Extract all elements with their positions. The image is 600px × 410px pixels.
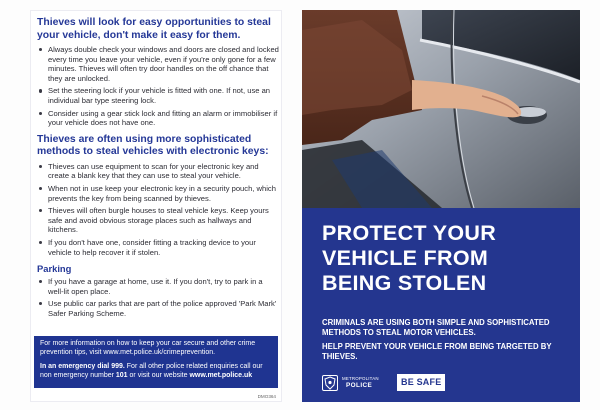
headline bbox=[322, 221, 572, 296]
list-item bbox=[37, 162, 279, 181]
info-crime-prevention: For more information on how to keep your car secure and other crime prevention tips, visit www.met.police.uk/crimeprevention. bbox=[40, 340, 256, 356]
info-box bbox=[34, 336, 278, 388]
help-prevent-text: HELP PREVENT YOUR VEHICLE FROM BEING TARGETED BY THIEVES. bbox=[322, 342, 552, 361]
bullet-icon bbox=[39, 89, 42, 92]
bullet-text: Set the steering lock if your vehicle is fitted with one. If not, use an individual bar type steering lock. bbox=[48, 86, 271, 105]
bullet-icon bbox=[39, 280, 42, 283]
section-title-easy-opportunities: Thieves will look for easy opportunities to steal your vehicle, don't make it easy for them. bbox=[37, 17, 271, 41]
document-code: DMO364 bbox=[257, 394, 276, 399]
list-item bbox=[37, 86, 279, 105]
bullet-list-parking bbox=[37, 277, 279, 318]
list-item bbox=[37, 206, 279, 235]
leaflet-cover-panel bbox=[302, 10, 580, 402]
met-logo-bottom-text: POLICE bbox=[346, 382, 373, 389]
list-item bbox=[37, 184, 279, 203]
section-title-electronic-keys: Thieves are often using more sophisticated methods to steal vehicles with electronic keys: bbox=[37, 133, 269, 158]
website-link[interactable]: www.met.police.uk bbox=[189, 371, 253, 379]
met-logo-top-text: METROPOLITAN bbox=[342, 376, 379, 381]
section-title-parking: Parking bbox=[37, 263, 72, 275]
police-crest-icon bbox=[322, 375, 338, 391]
info-emergency bbox=[40, 363, 272, 380]
enquiries-text: For all other police related enquiries call our non emergency number bbox=[40, 363, 263, 379]
headline-line-1: PROTECT YOUR bbox=[322, 221, 497, 245]
leaflet-back-panel bbox=[30, 10, 282, 402]
be-safe-logo: BE SAFE bbox=[397, 374, 445, 391]
metropolitan-police-logo bbox=[322, 374, 382, 392]
bullet-icon bbox=[39, 187, 42, 190]
bullet-text: Use public car parks that are part of the police approved 'Park Mark' Safer Parking Scheme. bbox=[48, 299, 277, 318]
leaflet-text-column bbox=[37, 15, 279, 318]
bullet-text: Thieves can use equipment to scan for your electronic key and create a blank key that they can use to steal your vehicle. bbox=[48, 161, 259, 181]
car-door-photo bbox=[302, 10, 580, 208]
bullet-icon bbox=[39, 48, 42, 51]
emergency-bold-text: In an emergency dial 999. bbox=[40, 363, 125, 371]
list-item bbox=[37, 299, 279, 318]
list-item bbox=[37, 277, 279, 296]
list-item bbox=[37, 45, 279, 83]
bullet-icon bbox=[39, 209, 42, 212]
bullet-text: If you have a garage at home, use it. If you don't, try to park in a well-lit open place. bbox=[48, 277, 263, 296]
bullet-text: Thieves will often burgle houses to steal vehicle keys. Keep yours safe and avoid obvious storage places such as hallways and kitchens. bbox=[48, 206, 269, 235]
list-item bbox=[37, 109, 279, 128]
bullet-icon bbox=[39, 165, 42, 168]
bullet-icon bbox=[39, 241, 42, 244]
bullet-text: When not in use keep your electronic key in a security pouch, which prevents the key from being scanned by thieves. bbox=[48, 183, 276, 203]
visit-text: or visit our website bbox=[127, 371, 190, 379]
logo-row bbox=[322, 372, 572, 394]
bullet-icon bbox=[39, 302, 42, 305]
criminals-methods-text: CRIMINALS ARE USING BOTH SIMPLE AND SOPHISTICATED METHODS TO STEAL MOTOR VEHICLES. bbox=[322, 318, 550, 337]
bullet-list-electronic-keys bbox=[37, 162, 279, 257]
bullet-text: Consider using a gear stick lock and fitting an alarm or immobiliser if your vehicle does not have one. bbox=[48, 108, 278, 128]
headline-line-2: VEHICLE FROM bbox=[322, 246, 489, 270]
bullet-text: Always double check your windows and doors are closed and locked every time you leave your vehicle, even if you're only gone for a few minutes. Thieves will often try door handles on the off chance that they are unlocked. bbox=[48, 45, 279, 83]
bullet-text: If you don't have one, consider fitting a tracking device to your vehicle to help recover it if stolen. bbox=[48, 237, 256, 257]
non-emergency-number: 101 bbox=[115, 371, 128, 379]
bullet-list-easy-opportunities bbox=[37, 45, 279, 128]
subheading-block bbox=[322, 318, 572, 366]
car-door-illustration bbox=[302, 10, 580, 208]
headline-line-3: BEING STOLEN bbox=[322, 271, 487, 295]
list-item bbox=[37, 238, 279, 257]
bullet-icon bbox=[39, 112, 42, 115]
